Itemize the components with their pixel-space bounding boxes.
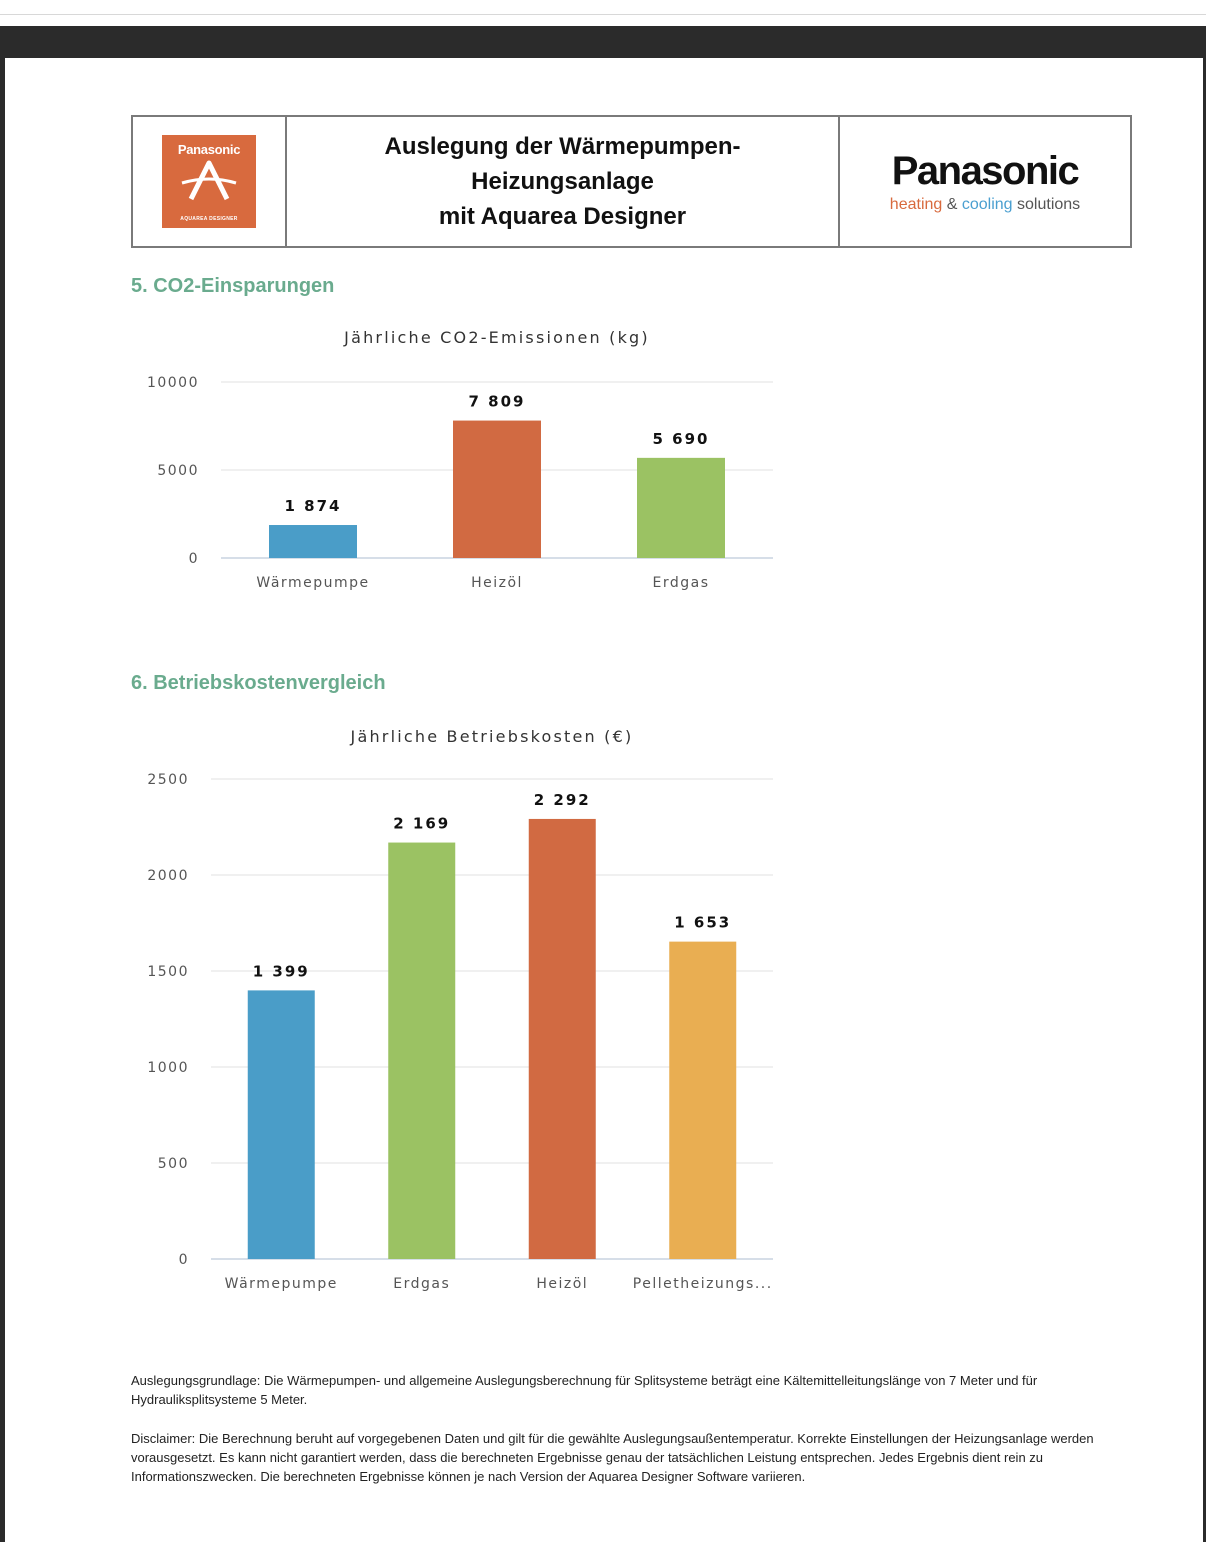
bar-value-label: 2 169 <box>393 814 451 833</box>
chart-title: Jährliche CO2-Emissionen (kg) <box>344 328 650 347</box>
panasonic-logo: Panasonic <box>891 148 1079 193</box>
bar-value-label: 7 809 <box>468 392 526 411</box>
operating-costs-chart <box>131 718 791 1313</box>
category-label: Heizöl <box>536 1276 589 1292</box>
chart-title: Jährliche Betriebskosten (€) <box>350 727 634 746</box>
logo-sub-text: AQUAREA DESIGNER <box>180 216 238 222</box>
top-border-line <box>0 14 1206 15</box>
title-line-1: Auslegung der Wärmepumpen- <box>384 133 741 160</box>
tagline-amp: & <box>946 195 958 213</box>
y-tick-label: 500 <box>157 1156 189 1172</box>
category-label: Wärmepumpe <box>256 575 370 591</box>
bar <box>669 942 736 1259</box>
bar <box>248 990 315 1259</box>
header-title-cell <box>287 117 840 246</box>
document-title <box>384 129 740 234</box>
title-line-3: mit Aquarea Designer <box>438 203 687 230</box>
logo-brand-text: Panasonic <box>177 142 241 157</box>
tagline-cooling: cooling <box>961 195 1013 213</box>
bar-value-label: 1 874 <box>284 497 342 516</box>
bar-value-label: 2 292 <box>533 790 591 809</box>
y-tick-label: 10000 <box>146 375 199 391</box>
bar <box>388 843 455 1259</box>
section-title-costs: 6. Betriebskostenvergleich <box>131 672 386 694</box>
header-brand-cell <box>840 117 1130 246</box>
category-label: Erdgas <box>652 575 710 591</box>
category-label: Erdgas <box>393 1276 451 1292</box>
title-line-2: Heizungsanlage <box>471 168 654 195</box>
co2-emissions-chart <box>131 320 791 615</box>
bar-value-label: 5 690 <box>652 429 710 448</box>
bar-value-label: 1 399 <box>252 962 310 981</box>
y-tick-label: 1000 <box>147 1060 189 1076</box>
design-basis-note: Auslegungsgrundlage: Die Wärmepumpen- und allgemeine Auslegungsberechnung für Splitsysteme beträgt eine Kältemittelleitungslänge von 7 Meter und für Hydrauliksplitsysteme 5 Meter. <box>131 1373 1038 1407</box>
tagline-heating: heating <box>889 195 943 213</box>
y-tick-label: 5000 <box>157 463 199 479</box>
category-label: Pelletheizungs... <box>632 1276 773 1292</box>
bar <box>529 819 596 1259</box>
chart-svg <box>131 320 791 610</box>
y-tick-label: 2500 <box>147 772 189 788</box>
bar <box>269 525 357 558</box>
chart-svg <box>131 718 791 1308</box>
y-tick-label: 0 <box>188 551 199 567</box>
viewer-left-edge <box>0 58 5 1542</box>
bar <box>637 458 725 558</box>
aquarea-designer-logo <box>162 135 256 228</box>
bar <box>453 421 541 558</box>
y-tick-label: 1500 <box>147 964 189 980</box>
aquarea-a-icon <box>179 159 239 201</box>
brand-tagline <box>890 196 1080 214</box>
y-tick-label: 0 <box>178 1252 189 1268</box>
section-title-co2: 5. CO2-Einsparungen <box>131 275 335 297</box>
header-logo-cell <box>133 117 287 246</box>
disclaimer-note: Disclaimer: Die Berechnung beruht auf vorgegebenen Daten und gilt für die gewählte Auslegungsaußentemperatur. Korrekte Einstellungen der Heizungsanlage werden vorausgesetzt. Es kann nicht garantiert werden, dass die berechneten Ergebnisse genau der tatsächlichen Leistung entsprechen. Jedes Ergebnis dient rein zu Informationszwecken. Die berechneten Ergebnisse können je nach Version der Aquarea Designer Software variieren. <box>131 1431 1094 1484</box>
viewer-top-bar <box>0 26 1206 58</box>
category-label: Heizöl <box>471 575 523 591</box>
tagline-solutions: solutions <box>1017 195 1081 213</box>
y-tick-label: 2000 <box>147 868 189 884</box>
category-label: Wärmepumpe <box>224 1276 338 1292</box>
bar-value-label: 1 653 <box>674 913 732 932</box>
document-header <box>131 115 1132 248</box>
